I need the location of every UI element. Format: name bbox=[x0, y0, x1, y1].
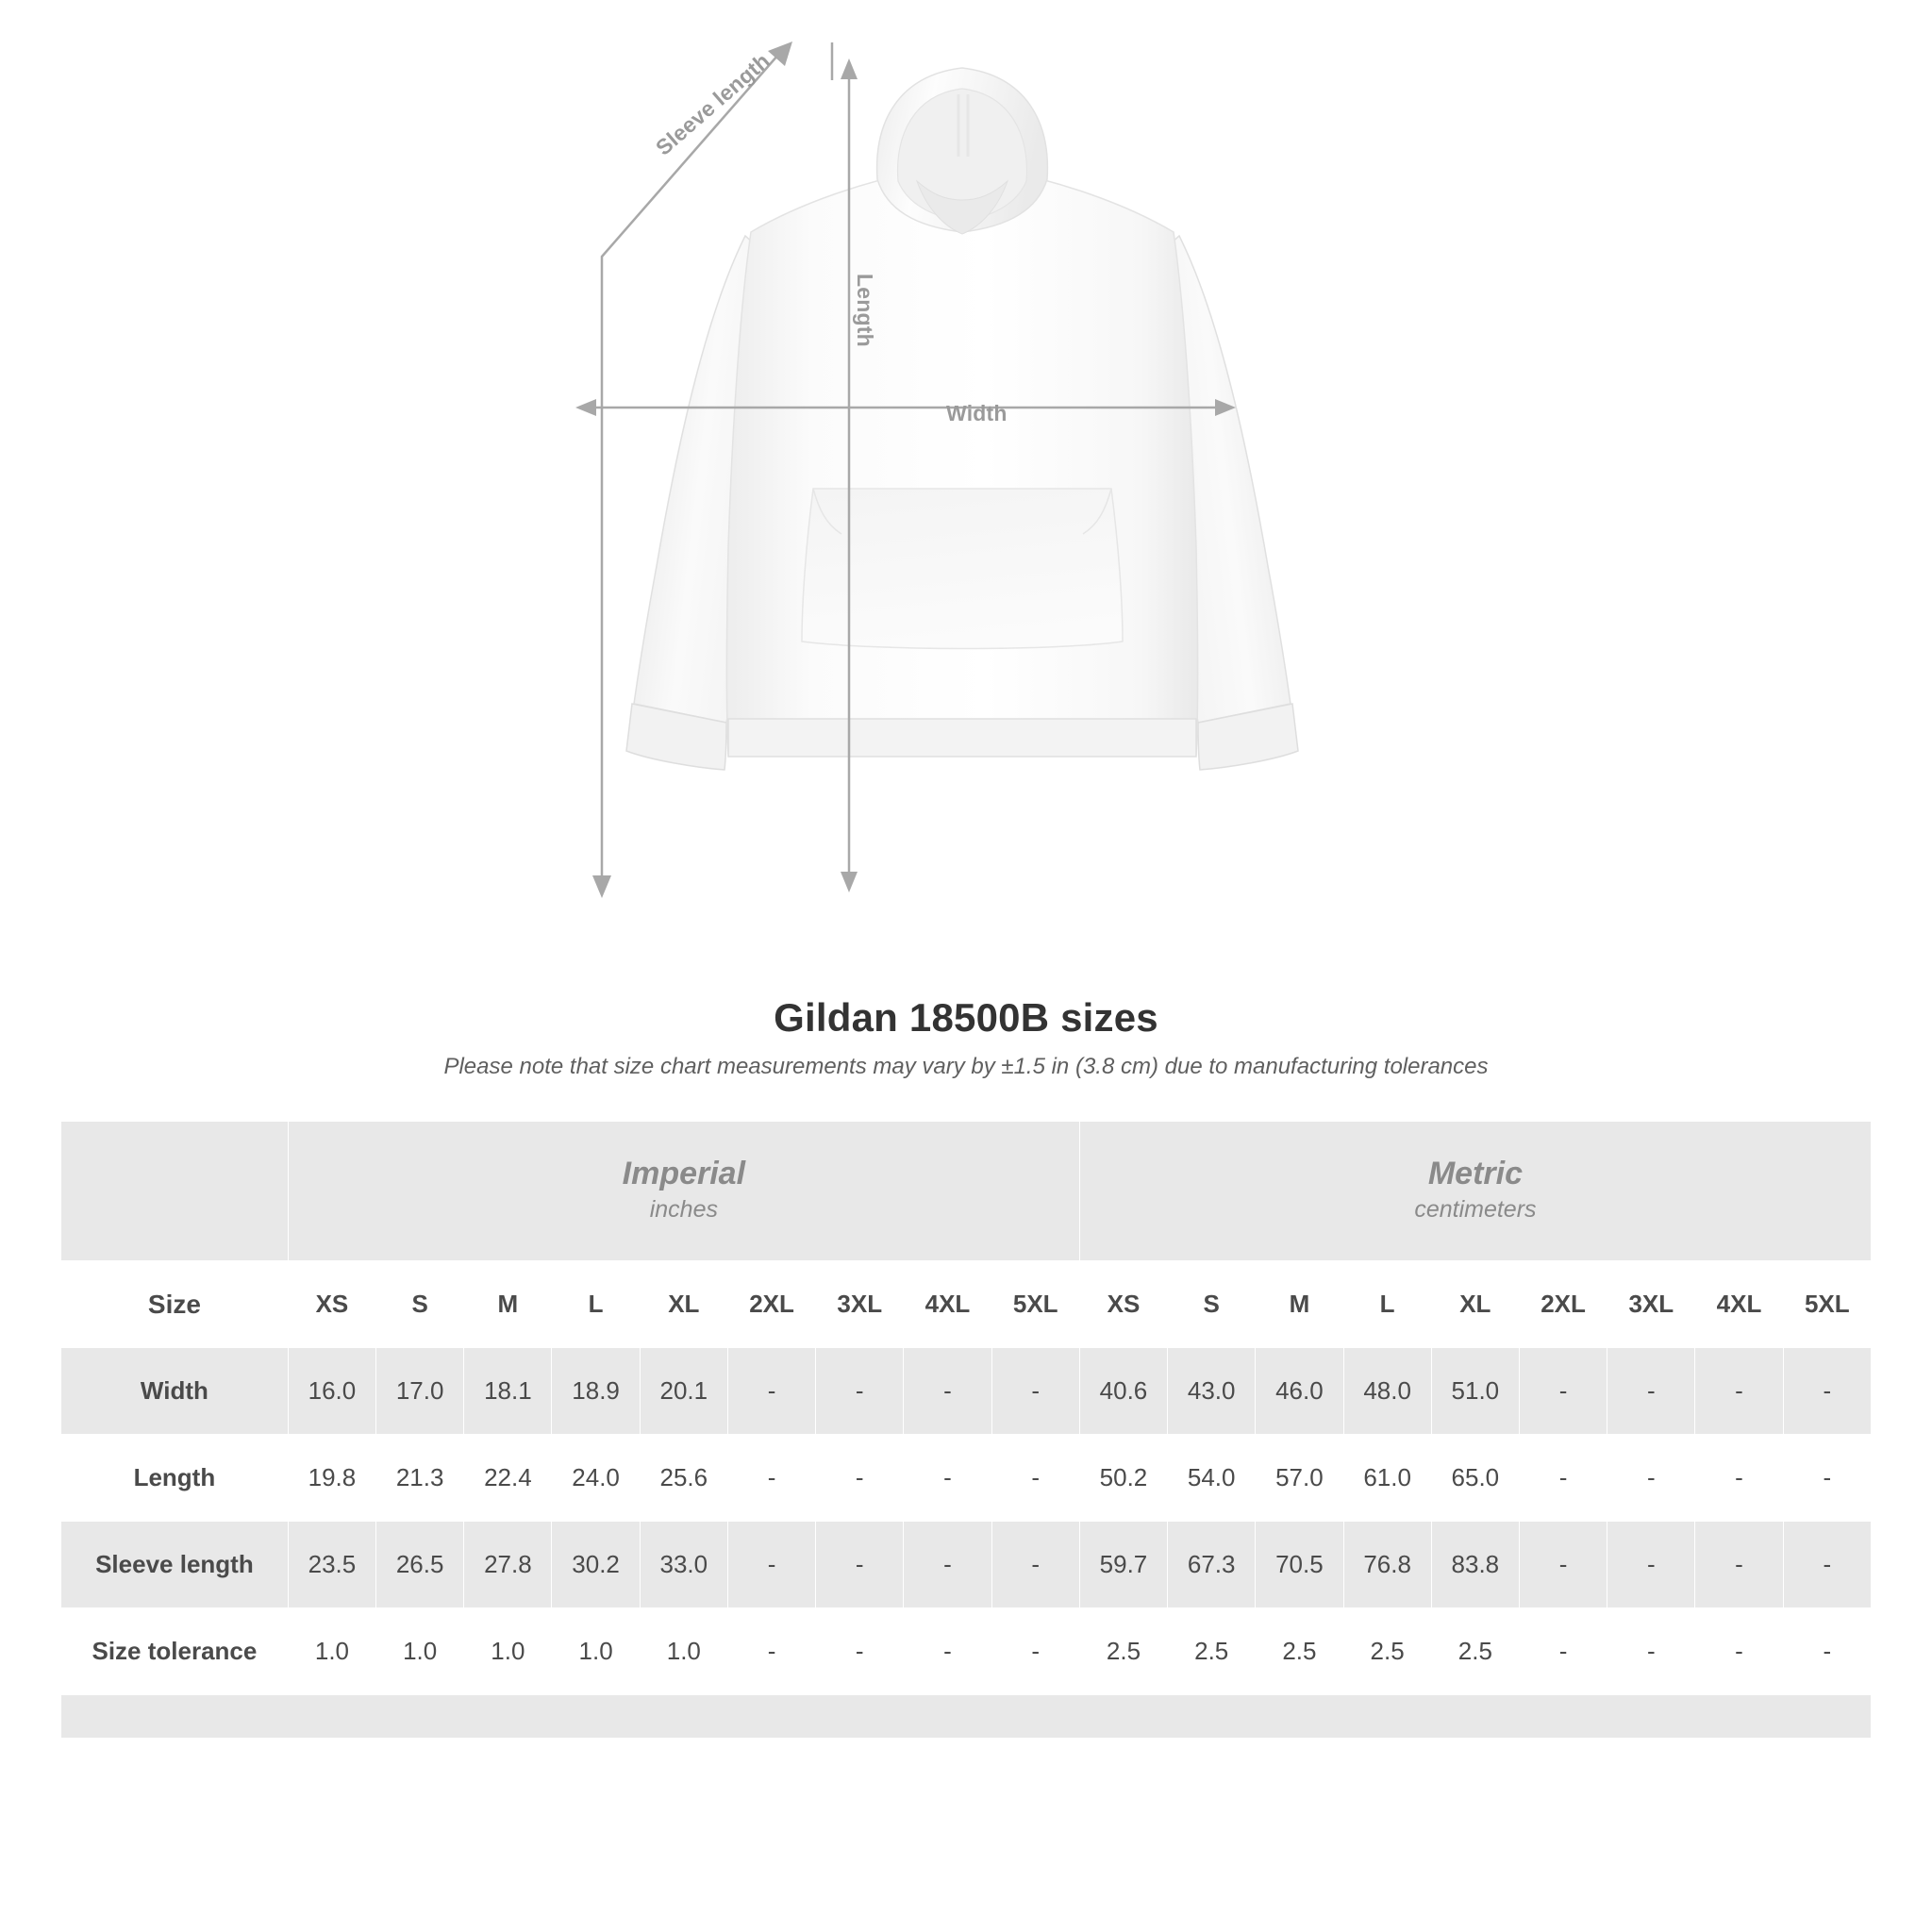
unit-header-row bbox=[61, 1122, 1872, 1261]
cell-length-metric-xs: 50.2 bbox=[1079, 1435, 1167, 1522]
cell-width-metric-xs: 40.6 bbox=[1079, 1348, 1167, 1435]
cell-sleeve-metric-xl: 83.8 bbox=[1431, 1522, 1519, 1608]
cell-sleeve-metric-3xl: - bbox=[1607, 1522, 1695, 1608]
cell-sleeve-imperial-s: 26.5 bbox=[376, 1522, 464, 1608]
cell-sleeve-metric-l: 76.8 bbox=[1343, 1522, 1431, 1608]
cell-length-imperial-s: 21.3 bbox=[376, 1435, 464, 1522]
unit-header-metric bbox=[1079, 1122, 1871, 1261]
cell-width-metric-m: 46.0 bbox=[1256, 1348, 1343, 1435]
cell-length-metric-m: 57.0 bbox=[1256, 1435, 1343, 1522]
cell-length-metric-3xl: - bbox=[1607, 1435, 1695, 1522]
cell-width-imperial-xs: 16.0 bbox=[288, 1348, 375, 1435]
cell-tolerance-imperial-l: 1.0 bbox=[552, 1608, 640, 1695]
annotation-width: Width bbox=[946, 401, 1008, 425]
cell-length-imperial-m: 22.4 bbox=[464, 1435, 552, 1522]
table-footer-spacer bbox=[61, 1695, 1872, 1739]
size-table bbox=[60, 1121, 1872, 1739]
cell-tolerance-imperial-xl: 1.0 bbox=[640, 1608, 727, 1695]
column-header-size: Size bbox=[61, 1261, 289, 1348]
cell-length-metric-2xl: - bbox=[1519, 1435, 1607, 1522]
cell-width-imperial-4xl: - bbox=[904, 1348, 991, 1435]
unit-sub-metric: centimeters bbox=[1414, 1195, 1537, 1223]
cell-tolerance-imperial-4xl: - bbox=[904, 1608, 991, 1695]
cell-width-metric-s: 43.0 bbox=[1168, 1348, 1256, 1435]
cell-tolerance-metric-4xl: - bbox=[1695, 1608, 1783, 1695]
size-table-container bbox=[60, 1121, 1872, 1739]
column-header-imperial-2xl: 2XL bbox=[727, 1261, 815, 1348]
column-header-imperial-5xl: 5XL bbox=[991, 1261, 1079, 1348]
cell-sleeve-imperial-2xl: - bbox=[727, 1522, 815, 1608]
title-block bbox=[0, 995, 1932, 1080]
unit-header-imperial bbox=[288, 1122, 1079, 1261]
cell-length-metric-xl: 65.0 bbox=[1431, 1435, 1519, 1522]
table-row bbox=[61, 1435, 1872, 1522]
table-row bbox=[61, 1608, 1872, 1695]
row-label-size-tolerance: Size tolerance bbox=[61, 1608, 289, 1695]
cell-sleeve-metric-m: 70.5 bbox=[1256, 1522, 1343, 1608]
unit-name-imperial: Imperial bbox=[622, 1156, 746, 1192]
column-header-imperial-l: L bbox=[552, 1261, 640, 1348]
hoodie-diagram-svg bbox=[566, 38, 1358, 943]
cell-sleeve-imperial-3xl: - bbox=[816, 1522, 904, 1608]
column-header-metric-xs: XS bbox=[1079, 1261, 1167, 1348]
unit-sub-imperial: inches bbox=[649, 1195, 718, 1223]
cell-tolerance-metric-m: 2.5 bbox=[1256, 1608, 1343, 1695]
cell-tolerance-metric-2xl: - bbox=[1519, 1608, 1607, 1695]
table-footer-row bbox=[61, 1695, 1872, 1739]
cell-tolerance-imperial-xs: 1.0 bbox=[288, 1608, 375, 1695]
cell-tolerance-metric-s: 2.5 bbox=[1168, 1608, 1256, 1695]
page-title: Gildan 18500B sizes bbox=[774, 995, 1158, 1040]
column-header-metric-xl: XL bbox=[1431, 1261, 1519, 1348]
cell-length-imperial-xs: 19.8 bbox=[288, 1435, 375, 1522]
cell-sleeve-imperial-xs: 23.5 bbox=[288, 1522, 375, 1608]
unit-header-spacer bbox=[61, 1122, 289, 1261]
cell-sleeve-imperial-m: 27.8 bbox=[464, 1522, 552, 1608]
row-label-width: Width bbox=[61, 1348, 289, 1435]
cell-length-metric-l: 61.0 bbox=[1343, 1435, 1431, 1522]
table-row bbox=[61, 1348, 1872, 1435]
cell-length-imperial-5xl: - bbox=[991, 1435, 1079, 1522]
cell-tolerance-metric-xl: 2.5 bbox=[1431, 1608, 1519, 1695]
cell-tolerance-imperial-5xl: - bbox=[991, 1608, 1079, 1695]
cell-sleeve-imperial-4xl: - bbox=[904, 1522, 991, 1608]
annotation-length: Length bbox=[853, 274, 877, 347]
cell-length-imperial-l: 24.0 bbox=[552, 1435, 640, 1522]
cell-width-metric-2xl: - bbox=[1519, 1348, 1607, 1435]
cell-length-imperial-4xl: - bbox=[904, 1435, 991, 1522]
cell-width-metric-5xl: - bbox=[1783, 1348, 1871, 1435]
unit-name-metric: Metric bbox=[1427, 1156, 1523, 1192]
column-header-metric-4xl: 4XL bbox=[1695, 1261, 1783, 1348]
table-row bbox=[61, 1522, 1872, 1608]
cell-length-metric-s: 54.0 bbox=[1168, 1435, 1256, 1522]
column-header-imperial-s: S bbox=[376, 1261, 464, 1348]
cell-width-imperial-3xl: - bbox=[816, 1348, 904, 1435]
cell-width-metric-l: 48.0 bbox=[1343, 1348, 1431, 1435]
cell-length-metric-5xl: - bbox=[1783, 1435, 1871, 1522]
row-label-length: Length bbox=[61, 1435, 289, 1522]
cell-tolerance-metric-xs: 2.5 bbox=[1079, 1608, 1167, 1695]
cell-sleeve-metric-s: 67.3 bbox=[1168, 1522, 1256, 1608]
row-label-sleeve-length: Sleeve length bbox=[61, 1522, 289, 1608]
cell-sleeve-imperial-l: 30.2 bbox=[552, 1522, 640, 1608]
column-header-metric-m: M bbox=[1256, 1261, 1343, 1348]
column-header-metric-3xl: 3XL bbox=[1607, 1261, 1695, 1348]
cell-tolerance-imperial-2xl: - bbox=[727, 1608, 815, 1695]
cell-tolerance-metric-l: 2.5 bbox=[1343, 1608, 1431, 1695]
column-header-metric-s: S bbox=[1168, 1261, 1256, 1348]
cell-width-imperial-xl: 20.1 bbox=[640, 1348, 727, 1435]
column-header-imperial-xl: XL bbox=[640, 1261, 727, 1348]
cell-tolerance-metric-3xl: - bbox=[1607, 1608, 1695, 1695]
cell-width-imperial-2xl: - bbox=[727, 1348, 815, 1435]
cell-tolerance-imperial-s: 1.0 bbox=[376, 1608, 464, 1695]
tolerance-note: Please note that size chart measurements may vary by ±1.5 in (3.8 cm) due to manufacturing tolerances bbox=[443, 1054, 1489, 1079]
cell-sleeve-imperial-xl: 33.0 bbox=[640, 1522, 727, 1608]
cell-sleeve-imperial-5xl: - bbox=[991, 1522, 1079, 1608]
column-header-metric-l: L bbox=[1343, 1261, 1431, 1348]
cell-length-imperial-3xl: - bbox=[816, 1435, 904, 1522]
column-header-imperial-m: M bbox=[464, 1261, 552, 1348]
cell-length-imperial-2xl: - bbox=[727, 1435, 815, 1522]
cell-width-imperial-5xl: - bbox=[991, 1348, 1079, 1435]
cell-width-imperial-m: 18.1 bbox=[464, 1348, 552, 1435]
cell-width-imperial-s: 17.0 bbox=[376, 1348, 464, 1435]
size-header-row bbox=[61, 1261, 1872, 1348]
column-header-imperial-3xl: 3XL bbox=[816, 1261, 904, 1348]
cell-sleeve-metric-xs: 59.7 bbox=[1079, 1522, 1167, 1608]
cell-sleeve-metric-5xl: - bbox=[1783, 1522, 1871, 1608]
cell-tolerance-imperial-3xl: - bbox=[816, 1608, 904, 1695]
cell-length-imperial-xl: 25.6 bbox=[640, 1435, 727, 1522]
column-header-imperial-xs: XS bbox=[288, 1261, 375, 1348]
cell-tolerance-metric-5xl: - bbox=[1783, 1608, 1871, 1695]
cell-length-metric-4xl: - bbox=[1695, 1435, 1783, 1522]
cell-width-metric-xl: 51.0 bbox=[1431, 1348, 1519, 1435]
column-header-metric-2xl: 2XL bbox=[1519, 1261, 1607, 1348]
cell-width-metric-3xl: - bbox=[1607, 1348, 1695, 1435]
cell-width-imperial-l: 18.9 bbox=[552, 1348, 640, 1435]
cell-tolerance-imperial-m: 1.0 bbox=[464, 1608, 552, 1695]
cell-sleeve-metric-2xl: - bbox=[1519, 1522, 1607, 1608]
cell-width-metric-4xl: - bbox=[1695, 1348, 1783, 1435]
cell-sleeve-metric-4xl: - bbox=[1695, 1522, 1783, 1608]
column-header-metric-5xl: 5XL bbox=[1783, 1261, 1871, 1348]
column-header-imperial-4xl: 4XL bbox=[904, 1261, 991, 1348]
annotation-sleeve-length: Sleeve length bbox=[651, 48, 774, 160]
